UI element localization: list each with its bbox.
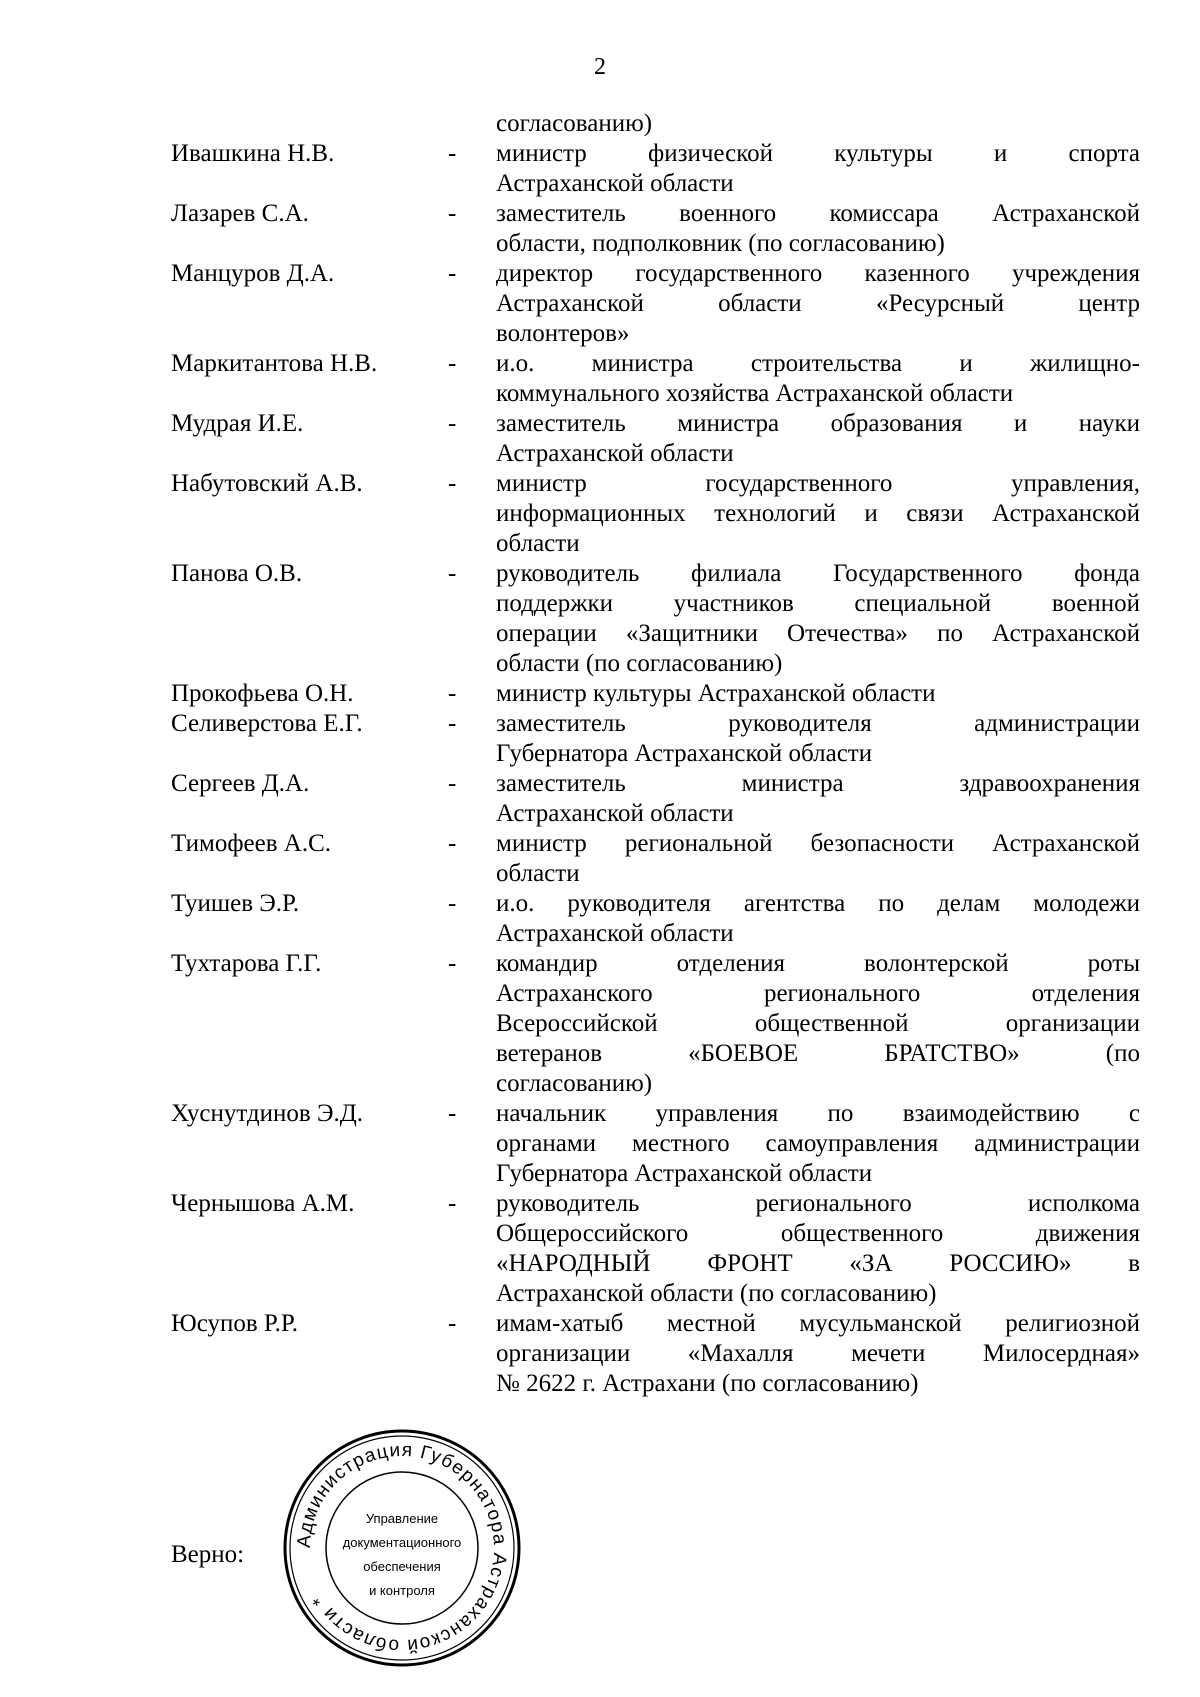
personnel-entry <box>0 349 1200 409</box>
position-description <box>496 769 1140 829</box>
position-description <box>496 469 1140 559</box>
personnel-entry <box>0 1309 1200 1399</box>
verno-label: Верно: <box>171 1541 245 1568</box>
separator-dash: - <box>448 710 457 737</box>
description-line: области <box>496 530 580 557</box>
description-line: начальник управления по взаимодействию с <box>496 1100 1140 1127</box>
description-line: заместитель военного комиссара Астраханской <box>496 200 1140 227</box>
separator-dash: - <box>448 350 457 377</box>
continuation-text: согласованию) <box>496 110 653 137</box>
page-number: 2 <box>594 54 606 80</box>
personnel-entry <box>0 139 1200 199</box>
description-line: Астраханской области «Ресурсный центр <box>496 290 1140 317</box>
description-line: № 2622 г. Астрахани (по согласованию) <box>496 1370 919 1397</box>
description-line: Губернатора Астраханской области <box>496 1160 873 1187</box>
description-line: поддержки участников специальной военной <box>496 590 1140 617</box>
stamp-ring-text: Администрация Губернатора Астраханской области * <box>293 1439 511 1657</box>
separator-dash: - <box>448 830 457 857</box>
personnel-entry <box>0 259 1200 349</box>
description-line: операции «Защитники Отечества» по Астраханской <box>496 620 1140 647</box>
description-line: коммунального хозяйства Астраханской области <box>496 380 1014 407</box>
position-description <box>496 1309 1140 1399</box>
separator-dash: - <box>448 140 457 167</box>
separator-dash: - <box>448 470 457 497</box>
personnel-entry <box>0 679 1200 709</box>
separator-dash: - <box>448 200 457 227</box>
personnel-entry <box>0 949 1200 1099</box>
separator-dash: - <box>448 410 457 437</box>
description-line: руководитель регионального исполкома <box>496 1190 1140 1217</box>
description-line: заместитель министра образования и науки <box>496 410 1140 437</box>
person-name: Манцуров Д.А. <box>171 260 335 287</box>
description-line: командир отделения волонтерской роты <box>496 950 1140 977</box>
personnel-list <box>0 109 1200 1399</box>
description-line: министр государственного управления, <box>496 470 1140 497</box>
person-name: Панова О.В. <box>171 560 303 587</box>
person-name: Мудрая И.Е. <box>171 410 304 437</box>
description-line: министр региональной безопасности Астраханской <box>496 830 1140 857</box>
position-description <box>496 889 1140 949</box>
personnel-entry <box>0 889 1200 949</box>
description-line: Губернатора Астраханской области <box>496 740 873 767</box>
personnel-entry <box>0 409 1200 469</box>
person-name: Маркитантова Н.В. <box>171 350 378 377</box>
description-line: Астраханской области <box>496 800 734 827</box>
person-name: Ивашкина Н.В. <box>171 140 335 167</box>
personnel-entry <box>0 1099 1200 1189</box>
description-line: области <box>496 860 580 887</box>
personnel-entry <box>0 769 1200 829</box>
description-line: директор государственного казенного учреждения <box>496 260 1140 287</box>
position-description <box>496 949 1140 1099</box>
person-name: Юсупов Р.Р. <box>171 1310 298 1337</box>
separator-dash: - <box>448 560 457 587</box>
position-description <box>496 1189 1140 1309</box>
personnel-entry <box>0 199 1200 259</box>
description-line: и.о. министра строительства и жилищно- <box>496 350 1140 377</box>
position-description <box>496 709 1140 769</box>
position-description <box>496 409 1140 469</box>
person-name: Сергеев Д.А. <box>171 770 310 797</box>
description-line: имам-хатыб местной мусульманской религиозной <box>496 1310 1140 1337</box>
separator-dash: - <box>448 950 457 977</box>
separator-dash: - <box>448 680 457 707</box>
description-line: руководитель филиала Государственного фонда <box>496 560 1140 587</box>
description-line: согласованию) <box>496 1070 653 1097</box>
separator-dash: - <box>448 1100 457 1127</box>
personnel-entry <box>0 829 1200 889</box>
stamp-line-2: документационного <box>342 1535 462 1550</box>
description-line: Общероссийского общественного движения <box>496 1220 1140 1247</box>
position-description <box>496 139 1140 199</box>
position-description <box>496 559 1140 679</box>
position-description <box>496 679 1140 709</box>
description-line: и.о. руководителя агентства по делам молодежи <box>496 890 1140 917</box>
person-name: Лазарев С.А. <box>171 200 309 227</box>
separator-dash: - <box>448 890 457 917</box>
person-name: Тимофеев А.С. <box>171 830 332 857</box>
person-name: Прокофьева О.Н. <box>171 680 354 707</box>
description-line: Астраханской области <box>496 170 734 197</box>
person-name: Хуснутдинов Э.Д. <box>171 1100 364 1127</box>
description-line: волонтеров» <box>496 320 630 347</box>
person-name: Набутовский А.В. <box>171 470 363 497</box>
description-line: области (по согласованию) <box>496 650 783 677</box>
personnel-entry <box>0 709 1200 769</box>
person-name: Туишев Э.Р. <box>171 890 300 917</box>
continuation-line <box>0 109 1200 139</box>
description-line: Астраханской области <box>496 440 734 467</box>
personnel-entry <box>0 1189 1200 1309</box>
personnel-entry <box>0 559 1200 679</box>
personnel-entry <box>0 469 1200 559</box>
stamp-line-3: обеспечения <box>363 1559 441 1574</box>
stamp-line-4: и контроля <box>369 1583 435 1598</box>
description-line: Астраханской области (по согласованию) <box>496 1280 937 1307</box>
person-name: Тухтарова Г.Г. <box>171 950 322 977</box>
position-description <box>496 349 1140 409</box>
person-name: Селиверстова Е.Г. <box>171 710 363 737</box>
person-name: Чернышова А.М. <box>171 1190 355 1217</box>
description-line: министр физической культуры и спорта <box>496 140 1140 167</box>
description-line: области, подполковник (по согласованию) <box>496 230 945 257</box>
description-line: заместитель министра здравоохранения <box>496 770 1140 797</box>
position-description <box>496 829 1140 889</box>
description-line: информационных технологий и связи Астраханской <box>496 500 1140 527</box>
stamp-line-1: Управление <box>365 1511 439 1526</box>
position-description <box>496 259 1140 349</box>
separator-dash: - <box>448 1310 457 1337</box>
official-stamp <box>282 1428 522 1668</box>
position-description <box>496 199 1140 259</box>
description-line: ветеранов «БОЕВОЕ БРАТСТВО» (по <box>496 1040 1140 1067</box>
position-description <box>496 1099 1140 1189</box>
description-line: Астраханской области <box>496 920 734 947</box>
separator-dash: - <box>448 1190 457 1217</box>
description-line: министр культуры Астраханской области <box>496 680 936 707</box>
description-line: организации «Махалля мечети Милосердная» <box>496 1340 1140 1367</box>
description-line: «НАРОДНЫЙ ФРОНТ «ЗА РОССИЮ» в <box>496 1250 1140 1277</box>
description-line: Астраханского регионального отделения <box>496 980 1140 1007</box>
description-line: заместитель руководителя администрации <box>496 710 1140 737</box>
separator-dash: - <box>448 770 457 797</box>
description-line: Всероссийской общественной организации <box>496 1010 1140 1037</box>
separator-dash: - <box>448 260 457 287</box>
description-line: органами местного самоуправления администрации <box>496 1130 1140 1157</box>
